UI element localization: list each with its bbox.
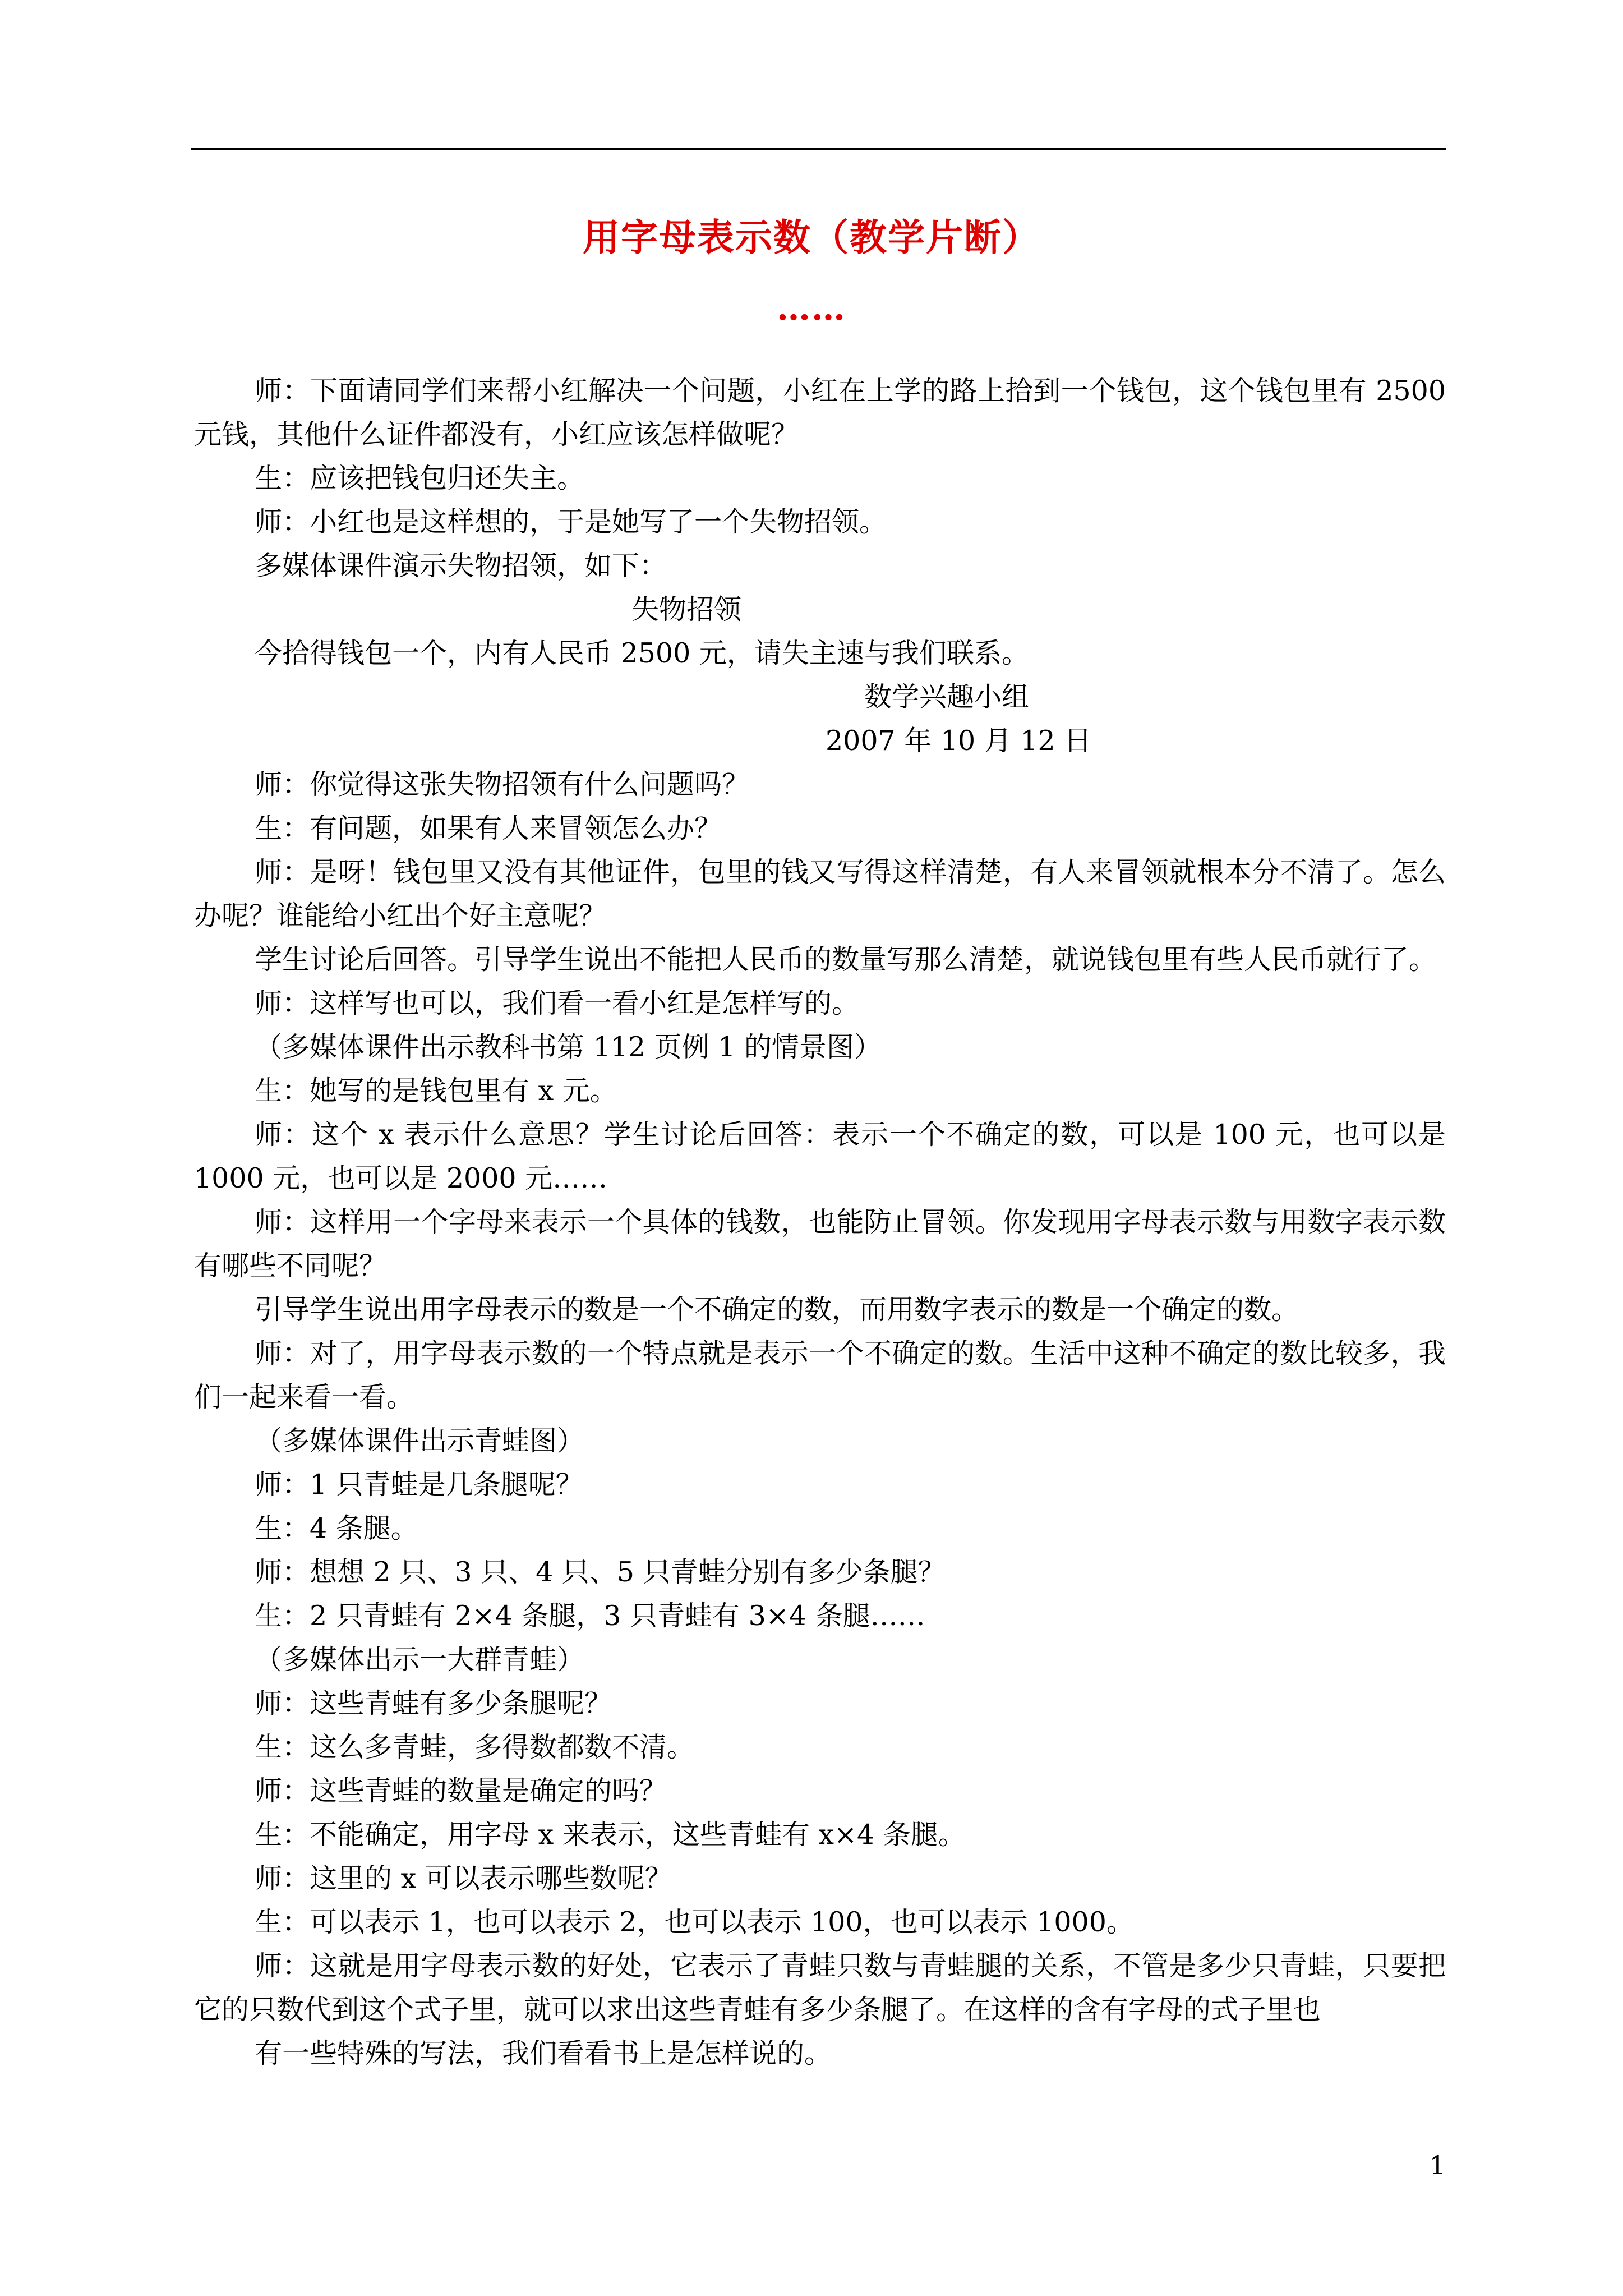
paragraph: 有一些特殊的写法，我们看看书上是怎样说的。 xyxy=(255,2037,832,2069)
paragraph: 生：应该把钱包归还失主。 xyxy=(255,462,585,494)
paragraph: 师：你觉得这张失物招领有什么问题吗？ xyxy=(255,769,750,800)
paragraph: 师：这样写也可以，我们看一看小红是怎样写的。 xyxy=(255,987,860,1019)
notice-body: 今拾得钱包一个，内有人民币 2500 元，请失主速与我们联系。 xyxy=(255,637,1029,669)
paragraph: 生：不能确定，用字母 x 来表示，这些青蛙有 x×4 条腿。 xyxy=(255,1819,966,1851)
paragraph: 生：这么多青蛙，多得数都数不清。 xyxy=(255,1731,695,1763)
document-title: 用字母表示数（教学片断） xyxy=(583,215,1040,259)
paragraph: 师：小红也是这样想的，于是她写了一个失物招领。 xyxy=(255,506,887,538)
page-number: 1 xyxy=(1429,2150,1446,2180)
paragraph: 生：2 只青蛙有 2×4 条腿，3 只青蛙有 3×4 条腿…… xyxy=(255,1600,925,1632)
paragraph: 引导学生说出用字母表示的数是一个不确定的数，而用数字表示的数是一个确定的数。 xyxy=(255,1294,1299,1326)
paragraph: 师：这里的 x 可以表示哪些数呢？ xyxy=(255,1862,672,1894)
title-ellipsis: …… xyxy=(777,289,846,328)
paragraph: （多媒体课件出示青蛙图） xyxy=(255,1425,585,1457)
paragraph: 多媒体课件演示失物招领，如下： xyxy=(255,550,667,582)
paragraph: 生：有问题，如果有人来冒领怎么办？ xyxy=(255,812,722,844)
paragraph: 生：可以表示 1，也可以表示 2，也可以表示 100，也可以表示 1000。 xyxy=(255,1906,1134,1938)
header-rule xyxy=(191,148,1446,150)
paragraph: 师：下面请同学们来帮小红解决一个问题，小红在上学的路上拾到一个钱包，这个钱包里有 2500 元钱，其他什么证件都没有，小红应该怎样做呢？ xyxy=(194,375,1446,450)
notice-date: 2007 年 10 月 12 日 xyxy=(826,725,1092,757)
paragraph: 师：这就是用字母表示数的好处，它表示了青蛙只数与青蛙腿的关系，不管是多少只青蛙，只要把它的只数代到这个式子里，就可以求出这些青蛙有多少条腿了。在这样的含有字母的式子里也 xyxy=(194,1950,1446,2026)
paragraph: （多媒体出示一大群青蛙） xyxy=(255,1644,585,1676)
paragraph: 师：是呀！钱包里又没有其他证件，包里的钱又写得这样清楚，有人来冒领就根本分不清了。怎么办呢？谁能给小红出个好主意呢？ xyxy=(194,856,1446,932)
paragraph: 师：想想 2 只、3 只、4 只、5 只青蛙分别有多少条腿？ xyxy=(255,1556,946,1588)
paragraph: 师：这个 x 表示什么意思？学生讨论后回答：表示一个不确定的数，可以是 100 元，也可以是 1000 元，也可以是 2000 元…… xyxy=(194,1119,1446,1194)
paragraph: 师：这些青蛙有多少条腿呢？ xyxy=(255,1687,612,1719)
paragraph: 学生讨论后回答。引导学生说出不能把人民币的数量写那么清楚，就说钱包里有些人民币就行了。 xyxy=(255,944,1437,976)
paragraph: 师：1 只青蛙是几条腿呢？ xyxy=(255,1469,583,1501)
paragraph: 师：这些青蛙的数量是确定的吗？ xyxy=(255,1775,667,1807)
paragraph: 师：对了，用字母表示数的一个特点就是表示一个不确定的数。生活中这种不确定的数比较多，我们一起来看一看。 xyxy=(194,1337,1446,1413)
notice-title: 失物招领 xyxy=(631,593,742,625)
paragraph: 师：这样用一个字母来表示一个具体的钱数，也能防止冒领。你发现用字母表示数与用数字表示数有哪些不同呢？ xyxy=(194,1206,1446,1282)
paragraph: 生：她写的是钱包里有 x 元。 xyxy=(255,1075,617,1107)
document-body xyxy=(194,369,1446,2076)
notice-signature: 数学兴趣小组 xyxy=(864,681,1030,713)
paragraph: （多媒体课件出示教科书第 112 页例 1 的情景图） xyxy=(255,1031,882,1063)
paragraph: 生：4 条腿。 xyxy=(255,1512,418,1544)
